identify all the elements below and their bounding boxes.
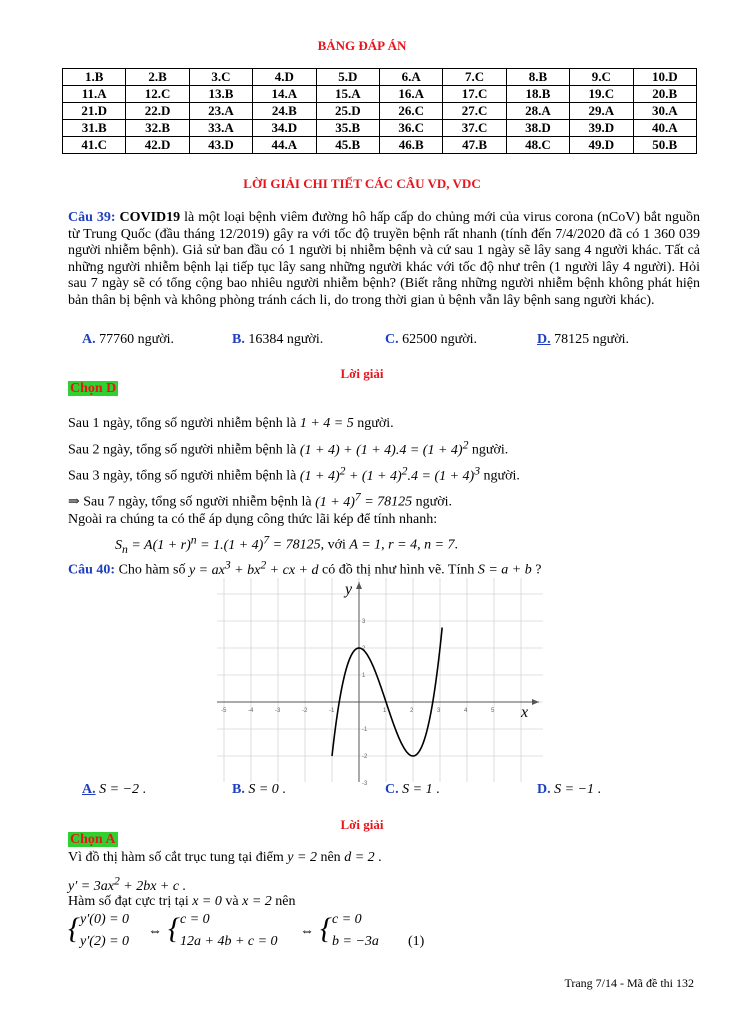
q39-option-b-unit: người. xyxy=(283,332,324,347)
x-axis-arrow xyxy=(532,699,539,705)
q39-line-4-text: ⇒ Sau 7 ngày, tổng số người nhiễm bệnh là xyxy=(68,494,316,510)
q39-choice-label: Chọn D xyxy=(70,381,117,396)
y-axis-arrow xyxy=(356,582,362,589)
q39-line-4-result: = 78125 xyxy=(360,494,413,510)
answer-cell: 12.C xyxy=(126,86,189,103)
q39-formula-sep1: , xyxy=(381,537,389,553)
graph-ticks xyxy=(221,619,495,787)
answer-cell: 44.A xyxy=(253,137,316,154)
y-tick-label: 1 xyxy=(362,673,366,679)
graph-x-label: x xyxy=(521,704,529,721)
answer-table-title: BẢNG ĐÁP ÁN xyxy=(317,38,407,53)
q39-formula-sep2: , xyxy=(417,537,425,553)
q40-line-1-math: y = 2 xyxy=(287,850,317,865)
y-tick-label: -2 xyxy=(362,754,368,760)
answer-cell: 19.C xyxy=(570,86,633,103)
q39-option-a-label: A. xyxy=(82,332,96,347)
q39-line-5: Ngoài ra chúng ta có thể áp dụng công thức lãi kép để tính nhanh: xyxy=(68,512,438,527)
graph-curve xyxy=(332,628,442,756)
system-1-eq1: y′(0) = 0 xyxy=(80,912,130,927)
q39-line-3-math: $(1 + 4)^2 + (1 + 4)^2.4 = (1 + 4)^3$ xyxy=(299,464,481,484)
answer-cell: 24.B xyxy=(253,103,316,120)
answer-cell: 17.C xyxy=(443,86,506,103)
x-tick-label: -1 xyxy=(329,708,335,714)
x-tick-label: 1 xyxy=(383,708,387,714)
q39-formula-r: r = 4 xyxy=(388,537,418,553)
answer-cell: 37.C xyxy=(443,120,506,137)
answer-cell: 11.A xyxy=(63,86,126,103)
q40-line-3-math2: x = 2 xyxy=(242,894,272,909)
q39-solution-title: Lời giải xyxy=(340,366,384,381)
answer-cell: 38.D xyxy=(506,120,569,137)
q39-formula-a: A = 1 xyxy=(349,537,382,553)
q40-option-b[interactable] xyxy=(232,782,286,798)
q40-option-c-label: C. xyxy=(385,782,399,797)
answer-row xyxy=(63,86,697,103)
question-40-text-a: Cho hàm số xyxy=(115,562,189,578)
q40-option-b-label: B. xyxy=(232,782,245,797)
answer-cell: 20.B xyxy=(633,86,696,103)
q39-option-d-label: D. xyxy=(537,332,551,347)
answer-cell: 28.A xyxy=(506,103,569,120)
answer-cell: 46.B xyxy=(379,137,442,154)
system-2-eq2: 12a + 4b + c = 0 xyxy=(180,934,278,949)
system-1-eq2: y′(2) = 0 xyxy=(80,934,130,949)
question-40-text-b: có đồ thị như hình vẽ. Tính xyxy=(318,562,478,578)
q39-option-c-unit: người. xyxy=(437,332,478,347)
answer-cell: 7.C xyxy=(443,69,506,86)
question-40-label: Câu 40: xyxy=(68,562,116,578)
x-tick-label: 2 xyxy=(410,708,414,714)
q39-line-2-math: $(1 + 4) + (1 + 4).4 = (1 + 4)^2$ xyxy=(299,438,469,458)
x-tick-label: -4 xyxy=(248,708,254,714)
q39-line-2-end: người. xyxy=(468,442,509,458)
q39-line-4-end: người. xyxy=(412,494,453,510)
answer-cell: 1.B xyxy=(63,69,126,86)
q39-formula-end: . xyxy=(454,537,459,553)
q39-option-c-label: C. xyxy=(385,332,399,347)
q39-choice xyxy=(68,381,118,397)
q39-formula: $S_n = A(1 + r)^n = 1.(1 + 4)^7$ xyxy=(115,533,270,556)
answer-cell: 36.C xyxy=(379,120,442,137)
q40-option-b-end: . xyxy=(278,782,286,797)
cubic-graph xyxy=(217,578,543,787)
q39-option-b[interactable] xyxy=(232,332,323,348)
brace-3: { xyxy=(320,912,332,945)
x-tick-label: 5 xyxy=(491,708,495,714)
answer-cell: 48.C xyxy=(506,137,569,154)
x-tick-label: -3 xyxy=(275,708,281,714)
q39-option-a-value: 77760 xyxy=(99,332,135,347)
brace-1: { xyxy=(68,912,80,945)
answer-cell: 26.C xyxy=(379,103,442,120)
answer-cell: 50.B xyxy=(633,137,696,154)
answer-cell: 43.D xyxy=(189,137,252,154)
q40-solution-title: Lời giải xyxy=(340,817,384,832)
answer-cell: 22.D xyxy=(126,103,189,120)
q40-option-a-value: S = −2 xyxy=(99,782,140,797)
answer-cell: 8.B xyxy=(506,69,569,86)
q39-option-a[interactable] xyxy=(82,332,174,348)
q39-option-a-unit: người. xyxy=(134,332,175,347)
answer-cell: 40.A xyxy=(633,120,696,137)
q39-line-2-text: Sau 2 ngày, tổng số người nhiễm bệnh là xyxy=(68,442,300,458)
answer-cell: 14.A xyxy=(253,86,316,103)
system-2-eq1: c = 0 xyxy=(180,912,210,927)
question-40-text-c: S = a + b xyxy=(477,562,532,578)
q40-derivative: $y' = 3ax^2 + 2bx + c$ . xyxy=(68,874,187,894)
equivalent-icon: ⇔ xyxy=(148,924,162,939)
x-tick-label: -2 xyxy=(302,708,308,714)
x-tick-label: -5 xyxy=(221,708,227,714)
q40-line-1-math2: d = 2 xyxy=(344,850,375,865)
q39-line-3-text: Sau 3 ngày, tổng số người nhiễm bệnh là xyxy=(68,468,300,484)
q40-option-b-value: S = 0 xyxy=(248,782,279,797)
question-39 xyxy=(68,210,700,310)
y-tick-label: 2 xyxy=(362,646,366,652)
question-39-label: Câu 39: xyxy=(68,210,116,225)
q39-line-2 xyxy=(68,437,700,459)
answer-cell: 25.D xyxy=(316,103,379,120)
y-tick-label: -1 xyxy=(362,727,368,733)
answer-cell: 27.C xyxy=(443,103,506,120)
q40-option-d-label: D. xyxy=(537,782,551,797)
answer-cell: 29.A xyxy=(570,103,633,120)
q40-option-d[interactable] xyxy=(537,782,601,798)
q40-choice xyxy=(68,832,118,848)
answer-cell: 15.A xyxy=(316,86,379,103)
equation-number: (1) xyxy=(408,934,425,949)
answer-cell: 35.B xyxy=(316,120,379,137)
answer-cell: 31.B xyxy=(63,120,126,137)
y-tick-label: -3 xyxy=(362,781,368,787)
q39-option-c-value: 62500 xyxy=(402,332,438,347)
graph-axes xyxy=(217,582,539,782)
question-40-function: $y = ax^3 + bx^2$ + cx + d xyxy=(188,558,319,578)
answer-cell: 33.A xyxy=(189,120,252,137)
q39-option-b-label: B. xyxy=(232,332,245,347)
q39-option-d-unit: người. xyxy=(589,332,630,347)
page-footer: Trang 7/14 - Mã đề thi 132 xyxy=(564,976,694,990)
answer-cell: 9.C xyxy=(570,69,633,86)
q40-line-3-math: x = 0 xyxy=(192,894,222,909)
q39-formula-result: = 78125 xyxy=(269,537,321,553)
q40-choice-label: Chọn A xyxy=(70,832,116,847)
question-40-text-d: ? xyxy=(531,562,542,578)
q40-option-a-end: . xyxy=(139,782,147,797)
answer-cell: 45.B xyxy=(316,137,379,154)
graph-y-label: y xyxy=(345,581,353,598)
x-tick-label: 4 xyxy=(464,708,468,714)
question-40 xyxy=(68,557,700,579)
q40-line-2 xyxy=(68,873,700,895)
q40-option-d-end: . xyxy=(594,782,602,797)
q39-formula-with: , với xyxy=(320,537,350,553)
answer-cell: 42.D xyxy=(126,137,189,154)
question-39-text: là một loại bệnh viêm đường hô hấp cấp do chủng mới của virus corona (nCoV) bắt nguồn từ Trung Quốc (đầu tháng 12/2019) gây ra với tốc độ truyền bệnh rất nhanh (tính đến 7/4/2020 đã có 1 360 039 người nhiễm bệnh). Giả sử ban đầu có 1 người bị nhiễm bệnh và cứ sau 1 ngày sẽ lây sang 4 người khác. Tất cả những người nhiễm bệnh lại tiếp tục lây sang những người khác với tốc độ như trên (1 người lây 4 người). Hỏi sau 7 ngày sẽ có tổng cộng bao nhiêu người nhiễm bệnh? (Biết rằng những người nhiễm bệnh không phát hiện bản thân bị bệnh và không phòng tránh cách li, do trong thời gian ủ bệnh vẫn lây bệnh sang người khác). xyxy=(68,210,701,308)
y-tick-label: 3 xyxy=(362,619,366,625)
answer-row xyxy=(63,120,697,137)
answer-cell: 6.A xyxy=(379,69,442,86)
q39-line-3 xyxy=(68,463,700,485)
q39-option-b-value: 16384 xyxy=(248,332,284,347)
q39-line-6 xyxy=(115,532,747,558)
graph-grid xyxy=(217,578,543,782)
q39-formula-n: n = 7 xyxy=(424,537,455,553)
answer-cell: 34.D xyxy=(253,120,316,137)
answer-cell: 16.A xyxy=(379,86,442,103)
answer-cell: 10.D xyxy=(633,69,696,86)
q39-line-4 xyxy=(68,489,700,511)
question-39-keyword: COVID19 xyxy=(119,210,181,225)
answer-cell: 4.D xyxy=(253,69,316,86)
q40-line-3-end: nên xyxy=(271,894,296,909)
q40-option-c-value: S = 1 xyxy=(402,782,433,797)
q40-line-1-end: . xyxy=(374,850,382,865)
q39-option-d[interactable] xyxy=(537,332,629,348)
q39-line-3-end: người. xyxy=(480,468,520,484)
q40-line-3 xyxy=(68,894,700,911)
answer-cell: 41.C xyxy=(63,137,126,154)
answer-cell: 30.A xyxy=(633,103,696,120)
q39-line-1-text: Sau 1 ngày, tổng số người nhiễm bệnh là xyxy=(68,416,300,431)
q39-option-c[interactable] xyxy=(385,332,477,348)
system-3-eq1: c = 0 xyxy=(332,912,362,927)
answer-row xyxy=(63,137,697,154)
answer-cell: 39.D xyxy=(570,120,633,137)
q40-line-1-mid: nên xyxy=(316,850,345,865)
q40-option-c[interactable] xyxy=(385,782,440,798)
q40-system xyxy=(68,910,468,956)
q40-line-3-text: Hàm số đạt cực trị tại xyxy=(68,894,193,909)
answer-cell: 3.C xyxy=(189,69,252,86)
section-title: LỜI GIẢI CHI TIẾT CÁC CÂU VD, VDC xyxy=(243,176,481,191)
q40-line-1-text: Vì đồ thị hàm số cắt trục tung tại điểm xyxy=(68,850,288,865)
answer-row xyxy=(63,69,697,86)
q39-line-1 xyxy=(68,416,700,433)
answer-cell: 18.B xyxy=(506,86,569,103)
brace-2: { xyxy=(168,912,180,945)
q40-line-3-mid: và xyxy=(221,894,243,909)
q40-option-a-label: A. xyxy=(82,782,96,797)
q40-option-a[interactable] xyxy=(82,782,146,798)
q40-option-d-value: S = −1 xyxy=(554,782,595,797)
answer-cell: 32.B xyxy=(126,120,189,137)
q40-option-c-end: . xyxy=(432,782,440,797)
q40-line-1 xyxy=(68,850,700,867)
answer-cell: 23.A xyxy=(189,103,252,120)
x-tick-label: 3 xyxy=(437,708,441,714)
q39-option-d-value: 78125 xyxy=(554,332,590,347)
answer-cell: 21.D xyxy=(63,103,126,120)
answer-row xyxy=(63,103,697,120)
answer-cell: 13.B xyxy=(189,86,252,103)
answer-cell: 49.D xyxy=(570,137,633,154)
system-3-eq2: b = −3a xyxy=(332,934,379,949)
q39-line-1-math: 1 + 4 = 5 xyxy=(299,416,354,431)
answer-cell: 5.D xyxy=(316,69,379,86)
equivalent-icon: ⇔ xyxy=(300,924,314,939)
answer-table xyxy=(62,68,697,154)
q39-line-4-math: $(1 + 4)^7$ xyxy=(315,490,361,510)
q39-line-1-end: người. xyxy=(353,416,394,431)
answer-cell: 47.B xyxy=(443,137,506,154)
answer-cell: 2.B xyxy=(126,69,189,86)
